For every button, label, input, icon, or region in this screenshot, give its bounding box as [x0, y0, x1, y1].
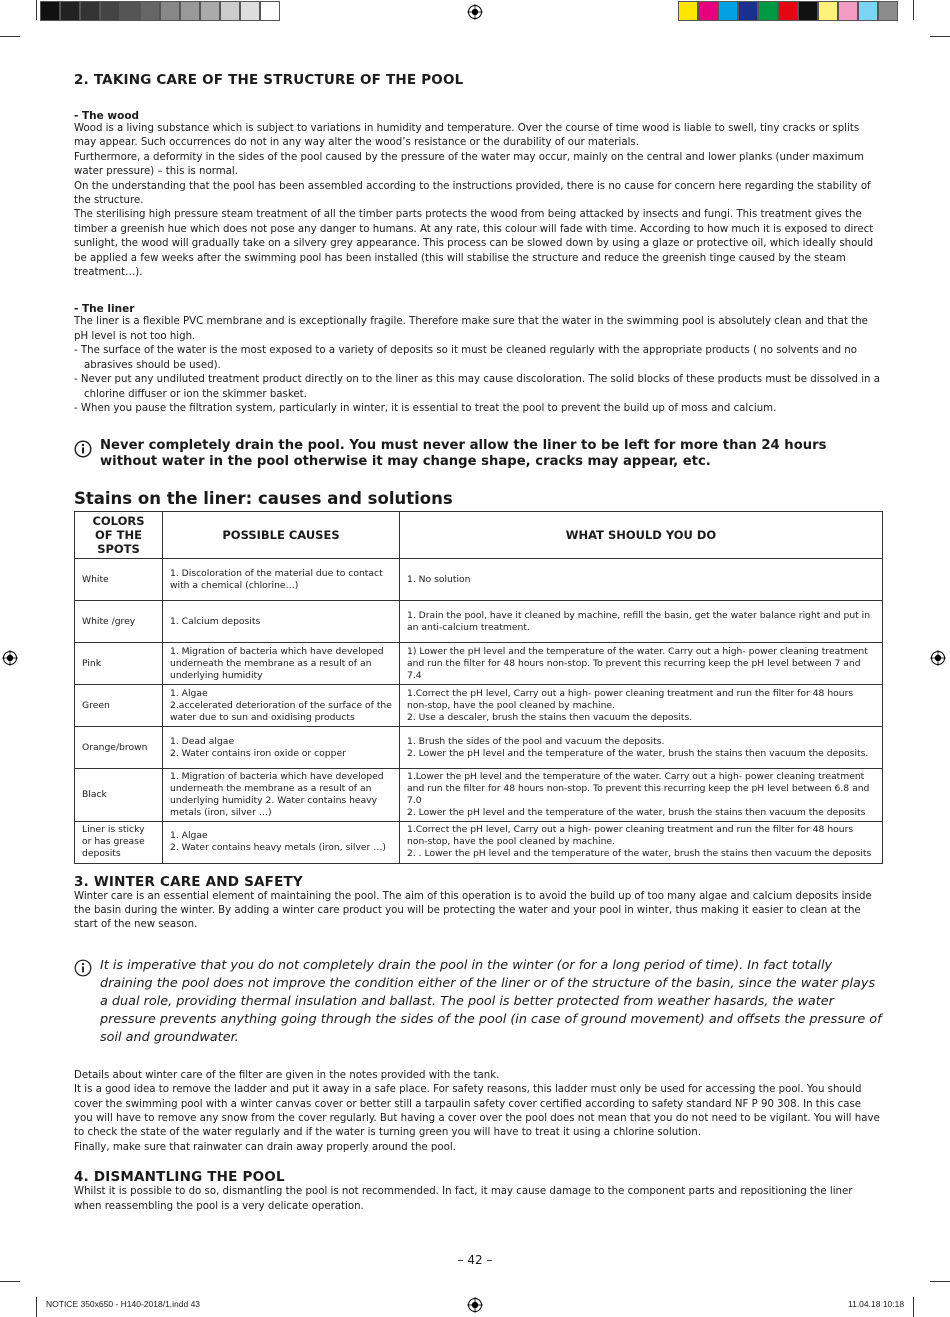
table-cell-action: 1) Lower the pH level and the temperature of the water. Carry out a high- power cleaning treatment and run the filter for 48 hours non-stop. To prevent this recurring keep the pH level between 7 and 7.4 [400, 643, 883, 685]
page-number: – 42 – [457, 1253, 493, 1267]
stains-title: Stains on the liner: causes and solutions [74, 489, 453, 509]
table-cell-color: White /grey [75, 601, 163, 643]
table-header-row [75, 512, 883, 559]
drain-warning-text: Never completely drain the pool. You must never allow the liner to be left for more than 24 hours without water in the pool otherwise it may change shape, cracks may appear, etc. [100, 438, 827, 470]
color-swatch [838, 1, 858, 21]
table-cell-causes: 1. Dead algae 2. Water contains iron oxide or copper [163, 727, 400, 769]
table-cell-action: 1.Lower the pH level and the temperature of the water. Carry out a high- power cleaning treatment and run the filter for 48 hours non-stop. To prevent this recurring keep the pH level between 6.8 and 7.0 2. Lower the pH level and the temperature of the water, brush the stains then vacuum the deposits [400, 769, 883, 821]
table-row [75, 643, 883, 685]
footer-timestamp: 11.04.18 10:18 [848, 1299, 905, 1309]
color-swatch [798, 1, 818, 21]
registration-mark-icon [467, 4, 483, 20]
crop-mark [913, 1297, 914, 1317]
table-cell-color: Orange/brown [75, 727, 163, 769]
section-4-title: 4. DISMANTLING THE POOL [74, 1169, 285, 1186]
table-cell-action: 1.Correct the pH level, Carry out a high- power cleaning treatment and run the filter for 48 hours non-stop, have the pool cleaned by machine. 2. Use a descaler, brush the stains then vacuum the deposits. [400, 685, 883, 727]
section-2-title: 2. TAKING CARE OF THE STRUCTURE OF THE POOL [74, 72, 464, 88]
liner-subtitle: - The liner [74, 303, 135, 316]
table-cell-action: 1. No solution [400, 559, 883, 601]
table-row [75, 727, 883, 769]
table-cell-causes: 1. Migration of bacteria which have developed underneath the membrane as a result of an underlying humidity [163, 643, 400, 685]
info-icon [74, 959, 92, 977]
wood-paragraph: Wood is a living substance which is subject to variations in humidity and temperature. Over the course of time wood is liable to swell, tiny cracks or splits may appear. Such occurrences do not in any way alter the wood’s resistance or the durability of our materials. [74, 123, 860, 149]
winter-intro: Winter care is an essential element of maintaining the pool. The aim of this operation is to avoid the build up of too many algae and calcium deposits inside the basin during the winter. By adding a winter care product you will be protecting the water and your pool in winter, thus making it easier to clean at the start of the new season. [74, 890, 872, 931]
table-cell-color: Pink [75, 643, 163, 685]
color-swatch [220, 1, 240, 21]
column-header: WHAT SHOULD YOU DO [400, 512, 883, 559]
stains-table [74, 511, 883, 863]
color-swatch [40, 1, 60, 21]
color-swatch [738, 1, 758, 21]
registration-mark-icon [2, 650, 18, 666]
list-item: - When you pause the filtration system, particularly in winter, it is essential to treat the pool to prevent the build up of moss and calcium. [74, 402, 777, 414]
dismantling-text: Whilst it is possible to do so, dismantling the pool is not recommended. In fact, it may cause damage to the component parts and repositioning the liner when reassembling the pool is a very delicate operation. [74, 1186, 853, 1212]
drain-warning [74, 438, 882, 470]
crop-mark [930, 36, 950, 37]
registration-mark-icon [930, 650, 946, 666]
winter-warning-text: It is imperative that you do not completely drain the pool in the winter (or for a long period of time). In fact totally draining the pool does not improve the condition either of the liner or of the structure of the basin, since the water plays a dual role, providing thermal insulation and ballast. The pool is better protected from weather hasards, the water pressure prevents anything going through the sides of the pool (in case of ground movement) and offsets the pressure of soil and groundwater. [100, 957, 882, 1045]
table-cell-causes: 1. Discoloration of the material due to contact with a chemical (chlorine…) [163, 559, 400, 601]
liner-intro: The liner is a flexible PVC membrane and is exceptionally fragile. Therefore make sure that the water in the swimming pool is absolutely clean and that the pH level is not too high. [74, 316, 868, 342]
table-cell-color: Liner is sticky or has grease deposits [75, 821, 163, 863]
table-cell-causes: 1. Algae 2.accelerated deterioration of the surface of the water due to sun and oxidising products [163, 685, 400, 727]
color-swatch [180, 1, 200, 21]
table-cell-action: 1.Correct the pH level, Carry out a high- power cleaning treatment and run the filter for 48 hours non-stop, have the pool cleaned by machine. 2. . Lower the pH level and the temperature of the water, brush the stains then vacuum the deposits [400, 821, 883, 863]
liner-list [74, 344, 882, 416]
table-row [75, 601, 883, 643]
table-cell-action: 1. Brush the sides of the pool and vacuum the deposits. 2. Lower the pH level and the temperature of the water, brush the stains then vacuum the deposits. [400, 727, 883, 769]
color-swatch [778, 1, 798, 21]
color-swatch [80, 1, 100, 21]
winter-paragraphs [74, 1069, 882, 1155]
column-header: POSSIBLE CAUSES [163, 512, 400, 559]
crop-mark [930, 1281, 950, 1282]
color-swatch-bar [678, 1, 898, 21]
list-item: - The surface of the water is the most exposed to a variety of deposits so it must be cleaned regularly with the appropriate products ( no solvents and no abrasives should be used). [74, 345, 857, 371]
wood-paragraphs [74, 122, 882, 280]
winter-warning [74, 957, 882, 1047]
table-cell-causes: 1. Algae 2. Water contains heavy metals (iron, silver …) [163, 821, 400, 863]
wood-paragraph: On the understanding that the pool has been assembled according to the instructions provided, there is no cause for concern here regarding the stability of the structure. [74, 180, 871, 207]
color-swatch [698, 1, 718, 21]
crop-mark [0, 1281, 20, 1282]
wood-paragraph: Furthermore, a deformity in the sides of the pool caused by the pressure of the water may occur, mainly on the central and lower planks (under maximum water pressure) – this is normal. [74, 151, 864, 178]
color-swatch [200, 1, 220, 21]
color-swatch [60, 1, 80, 21]
color-swatch [120, 1, 140, 21]
wood-paragraph: The sterilising high pressure steam treatment of all the timber parts protects the wood from being attacked by insects and fungi. This treatment gives the timber a greenish hue which does not pose any danger to humans. At any rate, this colour will fade with time. According to how much it is exposed to direct sunlight, the wood will gradually take on a silvery grey appearance. This process can be slowed down by using a glaze or protective oil, which ideally should be applied a few weeks after the swimming pool has been installed (this will stabilise the structure and reduce the greenish tinge caused by the steam treatment…). [74, 209, 874, 279]
crop-mark [913, 0, 914, 20]
crop-mark [36, 0, 37, 20]
crop-mark [0, 36, 20, 37]
winter-paragraph: Finally, make sure that rainwater can drain away properly around the pool. [74, 1141, 456, 1153]
color-swatch [240, 1, 260, 21]
color-swatch [818, 1, 838, 21]
grey-swatch-bar [40, 1, 280, 21]
color-swatch [100, 1, 120, 21]
table-cell-color: White [75, 559, 163, 601]
table-row [75, 559, 883, 601]
color-swatch [160, 1, 180, 21]
winter-paragraph: Details about winter care of the filter are given in the notes provided with the tank. [74, 1069, 500, 1081]
color-swatch [718, 1, 738, 21]
color-swatch [758, 1, 778, 21]
registration-mark-icon [467, 1297, 483, 1313]
table-cell-action: 1. Drain the pool, have it cleaned by machine, refill the basin, get the water balance right and put in an anti-calcium treatment. [400, 601, 883, 643]
color-swatch [260, 1, 280, 21]
color-swatch [140, 1, 160, 21]
table-cell-color: Green [75, 685, 163, 727]
color-swatch [858, 1, 878, 21]
table-cell-color: Black [75, 769, 163, 821]
table-row [75, 821, 883, 863]
table-cell-causes: 1. Calcium deposits [163, 601, 400, 643]
crop-mark [36, 1297, 37, 1317]
column-header: COLORS OF THE SPOTS [75, 512, 163, 559]
section-3-title: 3. WINTER CARE AND SAFETY [74, 873, 303, 890]
winter-paragraph: It is a good idea to remove the ladder and put it away in a safe place. For safety reasons, this ladder must only be used for accessing the pool. You should cover the swimming pool with a winter canvas cover or better still a tarpaulin safety cover certified according to safety standard NF P 90 308. In this case you will have to remove any snow from the cover regularly. But having a cover over the pool does not mean that you do not need to be vigilant. You will have to check the state of the water regularly and if the water is turning green you will have to treat it using a chlorine solution. [74, 1084, 880, 1139]
list-item: - Never put any undiluted treatment product directly on to the liner as this may cause discoloration. The solid blocks of these products must be dissolved in a chlorine diffuser or ion the skimmer basket. [74, 374, 880, 400]
color-swatch [678, 1, 698, 21]
info-icon [74, 440, 92, 458]
wood-subtitle: - The wood [74, 110, 140, 122]
footer-file-info: NOTICE 350x650 - H140-2018/1.indd 43 [46, 1299, 201, 1309]
table-row [75, 769, 883, 821]
color-swatch [878, 1, 898, 21]
table-row [75, 685, 883, 727]
table-cell-causes: 1. Migration of bacteria which have developed underneath the membrane as a result of an underlying humidity 2. Water contains heavy metals (iron, silver …) [163, 769, 400, 821]
page-content [74, 72, 882, 1214]
